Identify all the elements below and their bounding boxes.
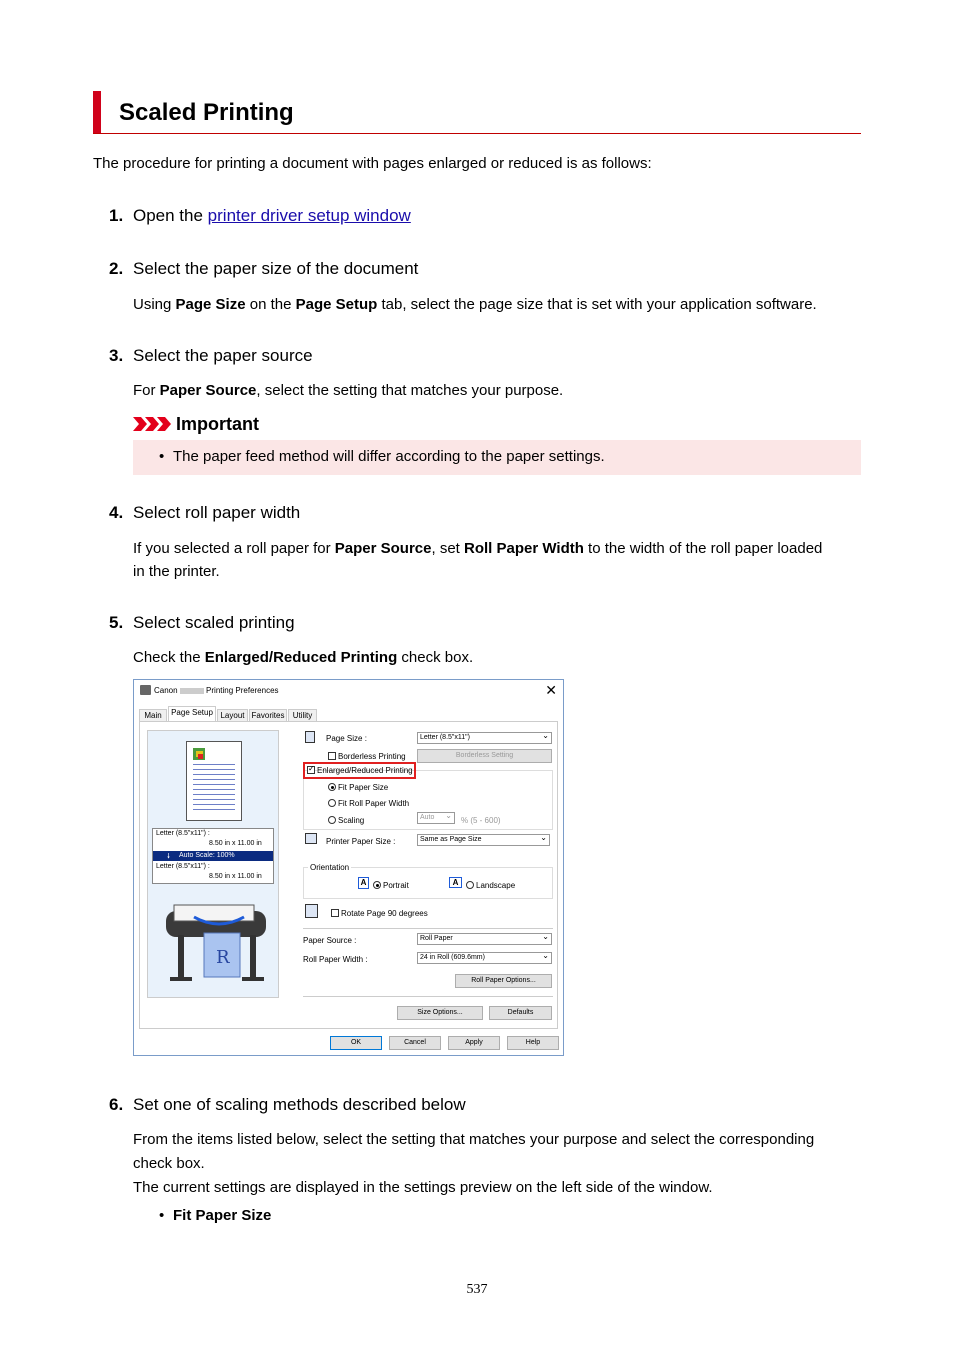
bullet-dot: •	[159, 448, 165, 465]
desc-bold: Enlarged/Reduced Printing	[204, 649, 398, 666]
important-chevron-icon	[133, 417, 173, 431]
preview-info	[152, 828, 274, 884]
paper-source-label: Paper Source :	[303, 936, 357, 945]
step-4-desc	[133, 537, 822, 560]
desc-text: on the	[245, 296, 296, 313]
tab-utility[interactable]: Utility	[288, 709, 317, 722]
preview-bottom-size: 8.50 in x 11.00 in	[209, 873, 262, 880]
landscape-icon: A	[449, 877, 462, 888]
enlarged-reduced-label: Enlarged/Reduced Printing	[317, 766, 413, 775]
step-4-desc-line2: in the printer.	[133, 563, 220, 580]
step-3-desc	[133, 379, 563, 402]
text-line	[193, 779, 235, 780]
rotate-label: Rotate Page 90 degrees	[341, 909, 428, 918]
step-6-desc-line2: check box.	[133, 1155, 205, 1172]
desc-text: If you selected a roll paper for	[133, 540, 335, 557]
step-5-number: 5.	[109, 613, 124, 632]
printer-paper-label: Printer Paper Size :	[326, 837, 396, 846]
settings-preview	[147, 730, 279, 998]
section-title-bar	[93, 91, 861, 134]
scaling-radio[interactable]	[328, 816, 336, 824]
text-line	[193, 809, 235, 810]
text-line	[193, 784, 235, 785]
desc-text: Using	[133, 296, 176, 313]
page-setup-panel	[139, 721, 558, 1029]
important-label: Important	[176, 414, 259, 434]
redacted-model	[180, 688, 204, 694]
preview-bottom-label: Letter (8.5"x11") :	[156, 863, 210, 870]
important-box	[133, 440, 861, 475]
printing-preferences-dialog	[133, 679, 564, 1056]
step-6-desc-line3: The current settings are displayed in the settings preview on the left side of the window.	[133, 1179, 713, 1196]
printer-paper-icon	[305, 833, 317, 844]
step-3-text: Select the paper source	[133, 346, 313, 365]
dialog-title-brand: Canon	[154, 686, 178, 695]
fit-paper-label: Fit Paper Size	[338, 783, 389, 792]
printer-paper-select[interactable]: Same as Page Size ⌄	[417, 834, 550, 846]
ok-button[interactable]: OK	[330, 1036, 382, 1050]
fit-roll-radio[interactable]	[328, 799, 336, 807]
preview-top-size: 8.50 in x 11.00 in	[209, 840, 262, 847]
desc-bold: Page Size	[175, 296, 246, 313]
tab-favorites[interactable]: Favorites	[249, 709, 287, 722]
bullet-dot: •	[159, 1207, 165, 1224]
roll-width-label: Roll Paper Width :	[303, 955, 368, 964]
step-1-prefix: Open the	[133, 206, 208, 225]
bullet-fit-paper-size: Fit Paper Size	[173, 1207, 272, 1224]
portrait-icon: A	[358, 877, 369, 889]
scaling-range: % (5 - 600)	[461, 816, 501, 825]
step-1-text	[133, 206, 411, 226]
divider	[303, 996, 553, 997]
roll-width-select[interactable]: 24 in Roll (609.6mm) ⌄	[417, 952, 552, 964]
page-size-icon	[305, 731, 315, 743]
step-4-text: Select roll paper width	[133, 503, 301, 522]
borderless-checkbox[interactable]	[328, 752, 336, 760]
desc-text: check box.	[397, 649, 474, 666]
step-5-text: Select scaled printing	[133, 613, 295, 632]
check-mark-icon: ✓	[308, 764, 315, 773]
dialog-title-text: Printing Preferences	[206, 686, 279, 695]
dialog-titlebar	[134, 680, 563, 702]
step-2-text: Select the paper size of the document	[133, 259, 419, 278]
step-5-desc	[133, 646, 473, 669]
desc-text: Check the	[133, 649, 205, 666]
page-size-select[interactable]: Letter (8.5"x11") ⌄	[417, 732, 552, 744]
text-line	[193, 799, 235, 800]
step-1-number: 1.	[109, 206, 124, 225]
fit-roll-label: Fit Roll Paper Width	[338, 799, 410, 808]
orientation-label: Orientation	[310, 863, 350, 872]
page-size-label: Page Size :	[326, 734, 367, 743]
scaling-input[interactable]: Auto ⌄	[417, 812, 455, 824]
size-options-button[interactable]: Size Options...	[397, 1006, 483, 1020]
borderless-label: Borderless Printing	[338, 752, 406, 761]
printer-driver-link[interactable]: printer driver setup window	[207, 206, 411, 225]
step-2-desc	[133, 293, 817, 316]
desc-bold: Roll Paper Width	[464, 540, 584, 557]
desc-text: to the width of the roll paper loaded	[583, 540, 823, 557]
important-item: The paper feed method will differ according to the paper settings.	[173, 448, 605, 465]
portrait-radio[interactable]	[373, 881, 381, 889]
desc-text: , select the setting that matches your purpose.	[256, 382, 564, 399]
fit-paper-radio[interactable]	[328, 783, 336, 791]
tab-page-setup[interactable]: Page Setup	[168, 706, 216, 722]
desc-bold: Paper Source	[159, 382, 257, 399]
desc-text: tab, select the page size that is set with your application software.	[377, 296, 817, 313]
tab-layout[interactable]: Layout	[217, 709, 248, 722]
desc-text: , set	[431, 540, 465, 557]
svg-text:R: R	[216, 947, 230, 968]
text-line	[193, 764, 235, 765]
step-6-number: 6.	[109, 1095, 124, 1114]
text-line	[193, 794, 235, 795]
preview-scale: Auto Scale: 100%	[179, 852, 235, 859]
rotate-icon	[305, 904, 318, 918]
desc-bold: Paper Source	[334, 540, 432, 557]
intro-text: The procedure for printing a document with pages enlarged or reduced is as follows:	[93, 155, 652, 172]
cancel-button[interactable]: Cancel	[389, 1036, 441, 1050]
landscape-radio[interactable]	[466, 881, 474, 889]
text-line	[193, 774, 235, 775]
preview-scale-row	[153, 851, 273, 861]
scaling-label: Scaling	[338, 816, 365, 825]
step-2-number: 2.	[109, 259, 124, 278]
text-line	[193, 804, 235, 805]
paper-preview	[186, 741, 242, 821]
rotate-checkbox[interactable]	[331, 909, 339, 917]
desc-text: For	[133, 382, 160, 399]
text-line	[193, 769, 235, 770]
preview-top-label: Letter (8.5"x11") :	[156, 830, 210, 837]
step-4-number: 4.	[109, 503, 124, 522]
step-3-number: 3.	[109, 346, 124, 365]
defaults-button[interactable]: Defaults	[489, 1006, 552, 1020]
text-line	[193, 789, 235, 790]
apply-button[interactable]: Apply	[448, 1036, 500, 1050]
title-accent-bar	[93, 91, 101, 133]
step-6-desc-line1: From the items listed below, select the setting that matches your purpose and select the corresponding	[133, 1131, 815, 1148]
scale-arrow-icon: 🠗	[167, 853, 171, 860]
close-button[interactable]: ✕	[545, 682, 557, 698]
page-title: Scaled Printing	[119, 99, 294, 126]
image-thumbnail-accent	[198, 754, 203, 759]
portrait-label: Portrait	[383, 881, 409, 890]
enlarged-reduced-checkbox[interactable]	[307, 766, 315, 774]
step-6-text: Set one of scaling methods described below	[133, 1095, 466, 1114]
large-format-printer-icon	[164, 891, 268, 985]
paper-source-select[interactable]: Roll Paper ⌄	[417, 933, 552, 945]
divider	[303, 928, 553, 929]
landscape-label: Landscape	[476, 881, 516, 890]
dialog-title	[154, 686, 279, 695]
roll-paper-options-button[interactable]: Roll Paper Options...	[455, 974, 552, 988]
tab-main[interactable]: Main	[139, 709, 167, 722]
printer-icon	[140, 685, 151, 695]
page-number: 537	[466, 1282, 488, 1297]
desc-bold: Page Setup	[295, 296, 378, 313]
borderless-setting-button[interactable]: Borderless Setting	[417, 749, 552, 763]
help-button[interactable]: Help	[507, 1036, 559, 1050]
